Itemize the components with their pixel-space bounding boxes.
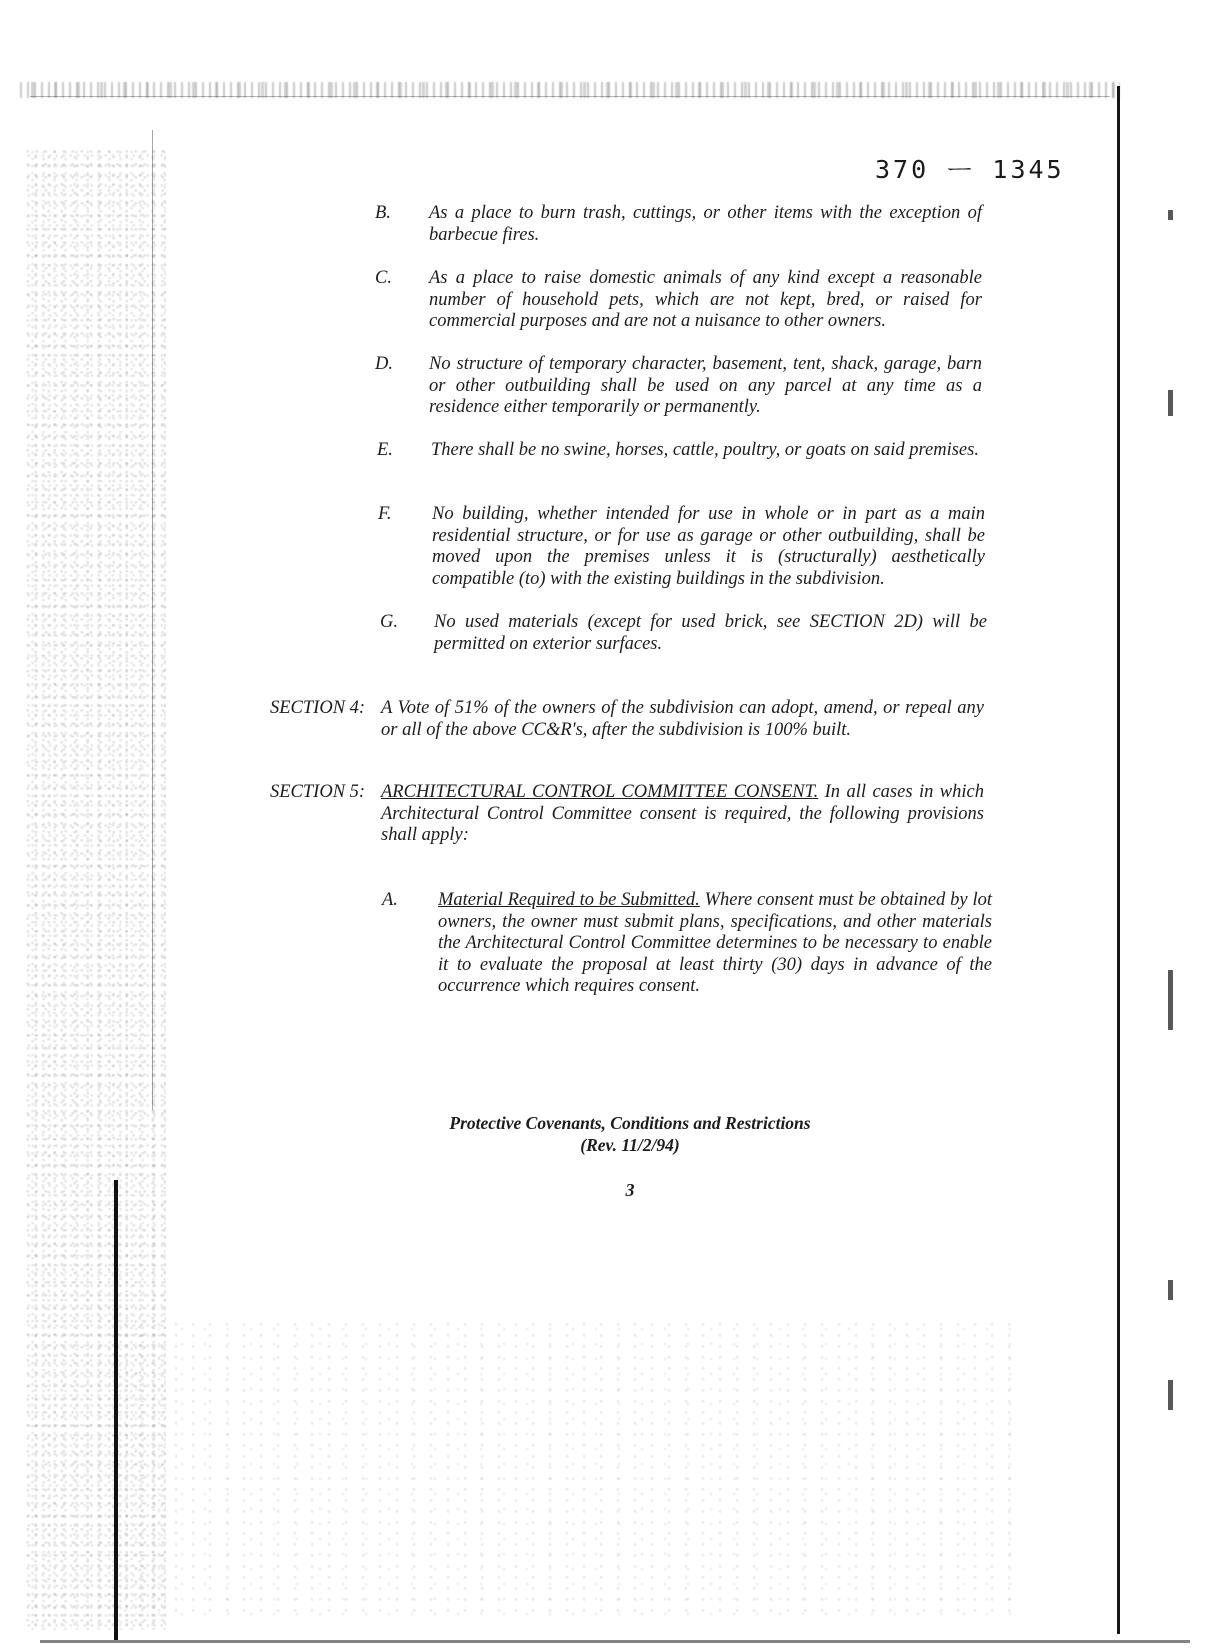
section-body: In all cases in which Architectural Control Committee consent is required, the following provisions shall apply: — [381, 782, 985, 845]
scan-top-line — [30, 96, 1110, 97]
item-text: As a place to raise domestic animals of any kind except a reasonable number of household pets, which are not kept, bred, or raised for commercial purposes and are not a nuisance to other owners. — [429, 268, 982, 331]
page-number: 3 — [625, 1180, 635, 1200]
section-text: A Vote of 51% of the owners of the subdivision can adopt, amend, or repeal any or all of the above CC&R's, after the subdivision is 100% built. — [381, 698, 984, 740]
section-heading: ARCHITECTURAL CONTROL COMMITTEE CONSENT. — [381, 782, 819, 802]
subitem-letter: A. — [382, 890, 398, 910]
scan-bottom-line — [40, 1640, 1190, 1643]
footer-revision: (Rev. 11/2/94) — [580, 1135, 680, 1155]
item-text: No used materials (except for used brick, see SECTION 2D) will be permitted on exterior surfaces. — [434, 612, 987, 654]
document-number: 370 ᅳ 1345 — [875, 155, 1065, 184]
item-text: As a place to burn trash, cuttings, or other items with the exception of barbecue fires. — [429, 203, 982, 245]
scan-right-bar — [1117, 86, 1120, 1634]
section-text — [381, 782, 984, 847]
item-text: No structure of temporary character, basement, tent, shack, garage, barn or other outbuilding shall be used on any parcel at any time as a residence either temporarily or permanently. — [429, 354, 982, 417]
item-letter: F. — [378, 504, 392, 524]
item-text: There shall be no swine, horses, cattle, poultry, or goats on said premises. — [431, 440, 979, 460]
scan-bottom-speckle — [120, 1320, 1020, 1620]
footer-title: Protective Covenants, Conditions and Restrictions — [449, 1113, 811, 1133]
subitem-text — [438, 890, 992, 998]
item-letter: C. — [375, 268, 392, 288]
subitem-body: Where consent must be obtained by lot owners, the owner must submit plans, specifications, and other materials the Architectural Control Committee determines to be necessary to enable it to evaluate the proposal at least thirty (30) days in advance of the occurrence which requires consent. — [438, 890, 992, 996]
subitem-heading: Material Required to be Submitted. — [438, 890, 700, 910]
section-label: SECTION 4: — [270, 698, 366, 718]
item-text: No building, whether intended for use in whole or in part as a main residential structure, or for use as garage or other outbuilding, shall be moved upon the premises unless it is (structurally) aesthetically compatible (to) with the existing buildings in the subdivision. — [432, 504, 985, 589]
section-label: SECTION 5: — [270, 782, 366, 802]
item-letter: G. — [380, 612, 398, 632]
item-letter: B. — [375, 203, 391, 223]
item-letter: D. — [375, 354, 393, 374]
item-letter: E. — [377, 440, 393, 460]
scan-right-marks — [1160, 90, 1200, 1630]
scan-left-margin-line — [152, 130, 153, 1110]
scan-left-bar — [114, 1180, 118, 1640]
